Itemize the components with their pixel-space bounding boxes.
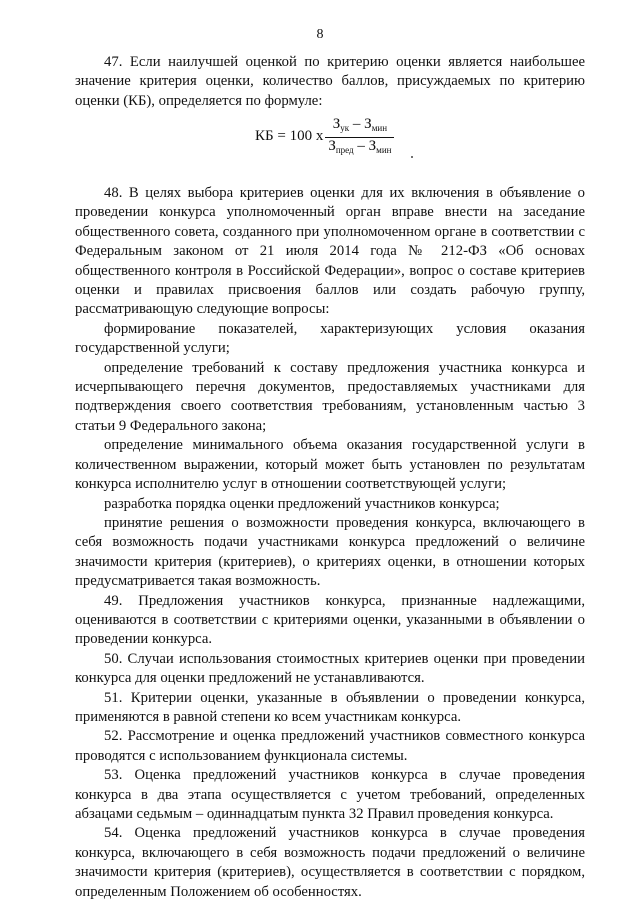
paragraph-50: 50. Случаи использования стоимостных критериев оценки при проведении конкурса для оценки предложений не устанавливаются.	[75, 650, 585, 687]
formula-lhs: КБ = 100 x	[255, 128, 324, 145]
formula-denominator	[325, 138, 394, 159]
list-item-2: определение требований к составу предложения участника конкурса и исчерпывающего перечня документов, предоставляемых участниками для подтверждения своего соответствия требованиям, установленным частью 3 статьи 9 Федерального закона;	[75, 359, 585, 434]
page-number: 8	[316, 27, 324, 42]
num-minus: – З	[349, 115, 372, 132]
num-sub: ук	[340, 122, 350, 133]
num-sub2: мин	[371, 122, 388, 133]
text-block-main	[75, 184, 585, 902]
list-item-1: формирование показателей, характеризующих условия оказания государственной услуги;	[75, 320, 585, 357]
den-minus: – З	[353, 137, 377, 154]
list-item-4: разработка порядка оценки предложений участников конкурса;	[104, 495, 500, 512]
paragraph-52: 52. Рассмотрение и оценка предложений участников совместного конкурса проводятся с использованием функционала системы.	[75, 728, 585, 764]
paragraph-54: 54. Оценка предложений участников конкурса в случае проведения конкурса, включающего в себя возможность подачи предложений о величине значимости критерия (критериев), осуществляется в соответствии с порядком, определенным Положением об особенностях.	[75, 825, 585, 900]
list-item-3: определение минимального объема оказания государственной услуги в количественном выражении, который может быть установлен по результатам конкурса исполнителю услуг в отношении соответствующей услуги;	[75, 437, 585, 493]
paragraph-49: 49. Предложения участников конкурса, признанные надлежащими, оцениваются в соответствии с критериями оценки, указанными в объявлении о проведении конкурса.	[75, 592, 585, 648]
den-main: З	[328, 137, 336, 154]
list-item-5: принятие решения о возможности проведения конкурса, включающего в себя возможность подачи участниками конкурса предложений о величине значимости критерия (критериев), о критериях оценки, в отношении которых предусматривается такая возможность.	[75, 514, 585, 590]
paragraph-47: 47. Если наилучшей оценкой по критерию оценки является наибольшее значение критерия оценки, количество баллов, присуждаемых по критерию оценки (КБ), определяется по формуле:	[75, 54, 585, 109]
paragraph-53: 53. Оценка предложений участников конкурса в случае проведения конкурса в два этапа осуществляется с учетом требований, определенных абзацами седьмым – одиннадцатым пункта 32 Правил проведения конкурса.	[75, 767, 585, 822]
score-formula	[255, 117, 394, 157]
formula-numerator	[330, 116, 390, 137]
num-main: З	[332, 115, 341, 132]
formula-fraction	[325, 116, 394, 159]
den-sub: пред	[335, 144, 354, 155]
den-sub2: мин	[376, 144, 392, 155]
stray-dot	[411, 156, 413, 158]
paragraph-48: 48. В целях выбора критериев оценки для их включения в объявление о проведении конкурса уполномоченный орган вправе внести на заседание общественного совета, созданного при уполномоченном органе в соответствии с Федеральным законом от 21 июля 2014 года № 212-ФЗ «Об основах общественного контроля в Российской Федерации», вопрос о составе критериев оценки и правилах присвоения баллов или создать рабочую группу, рассматривающую следующие вопросы:	[75, 185, 585, 318]
text-block-top	[75, 53, 585, 111]
paragraph-51: 51. Критерии оценки, указанные в объявлении о проведении конкурса, применяются в равной степени ко всем участникам конкурса.	[75, 689, 585, 725]
